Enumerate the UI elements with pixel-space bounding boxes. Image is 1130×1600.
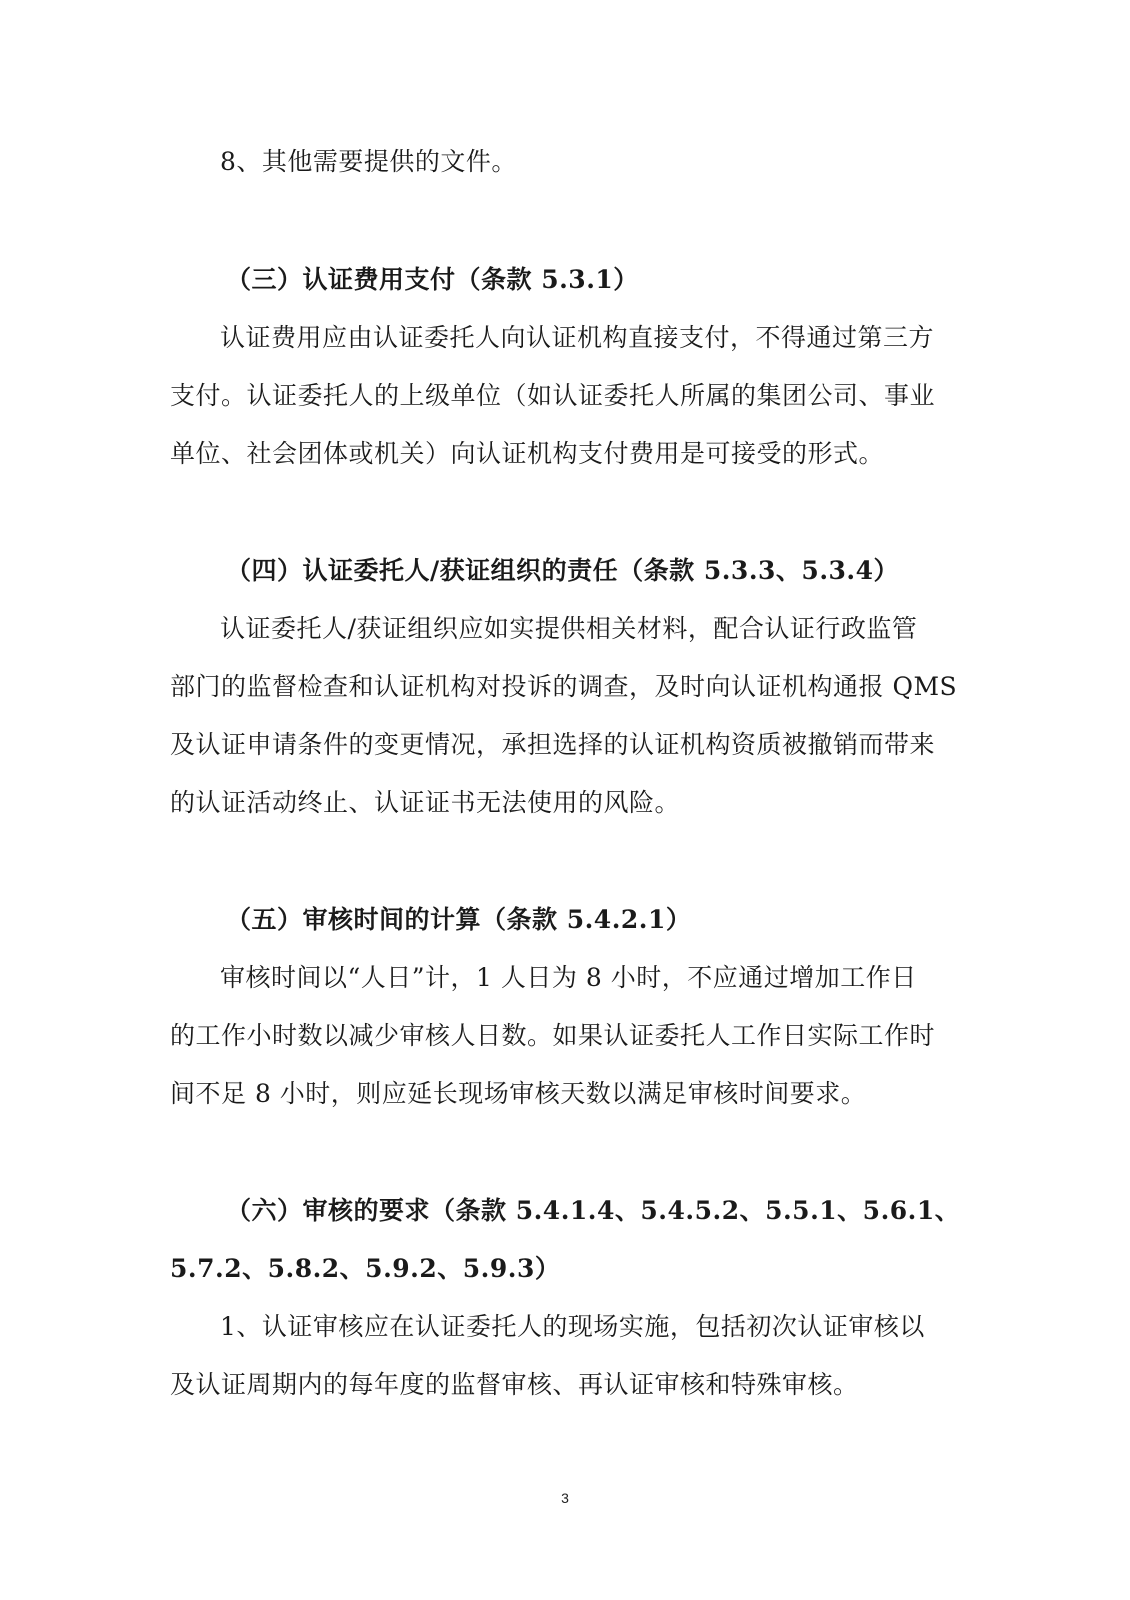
section-heading-4: （四）认证委托人/获证组织的责任（条款 5.3.3、5.3.4） [226,556,900,585]
paragraph-line: 支付。认证委托人的上级单位（如认证委托人所属的集团公司、事业 [170,381,936,410]
paragraph-line: 间不足 8 小时，则应延长现场审核天数以满足审核时间要求。 [170,1079,867,1108]
paragraph-line: 及认证周期内的每年度的监督审核、再认证审核和特殊审核。 [170,1370,859,1399]
paragraph-line: 认证费用应由认证委托人向认证机构直接支付，不得通过第三方 [220,323,935,352]
list-item-8: 8、其他需要提供的文件。 [220,147,517,176]
paragraph-line: 的工作小时数以减少审核人日数。如果认证委托人工作日实际工作时 [170,1021,936,1050]
section-heading-3: （三）认证费用支付（条款 5.3.1） [226,265,639,294]
paragraph-line: 认证委托人/获证组织应如实提供相关材料，配合认证行政监管 [220,614,918,643]
paragraph-line: 单位、社会团体或机关）向认证机构支付费用是可接受的形式。 [170,439,885,468]
paragraph-line: 部门的监督检查和认证机构对投诉的调查，及时向认证机构通报 QMS [170,672,958,701]
paragraph-line: 审核时间以“人日”计，1 人日为 8 小时，不应通过增加工作日 [220,963,917,992]
paragraph-line: 及认证申请条件的变更情况，承担选择的认证机构资质被撤销而带来 [170,730,936,759]
section-heading-5: （五）审核时间的计算（条款 5.4.2.1） [226,905,692,934]
section-heading-6-continued: 5.7.2、5.8.2、5.9.2、5.9.3） [170,1254,561,1283]
page-number: 3 [561,1490,569,1506]
section-heading-6: （六）审核的要求（条款 5.4.1.4、5.4.5.2、5.5.1、5.6.1、 [226,1196,961,1225]
paragraph-line: 的认证活动终止、认证证书无法使用的风险。 [170,788,681,817]
paragraph-line: 1、认证审核应在认证委托人的现场实施，包括初次认证审核以 [220,1312,925,1341]
